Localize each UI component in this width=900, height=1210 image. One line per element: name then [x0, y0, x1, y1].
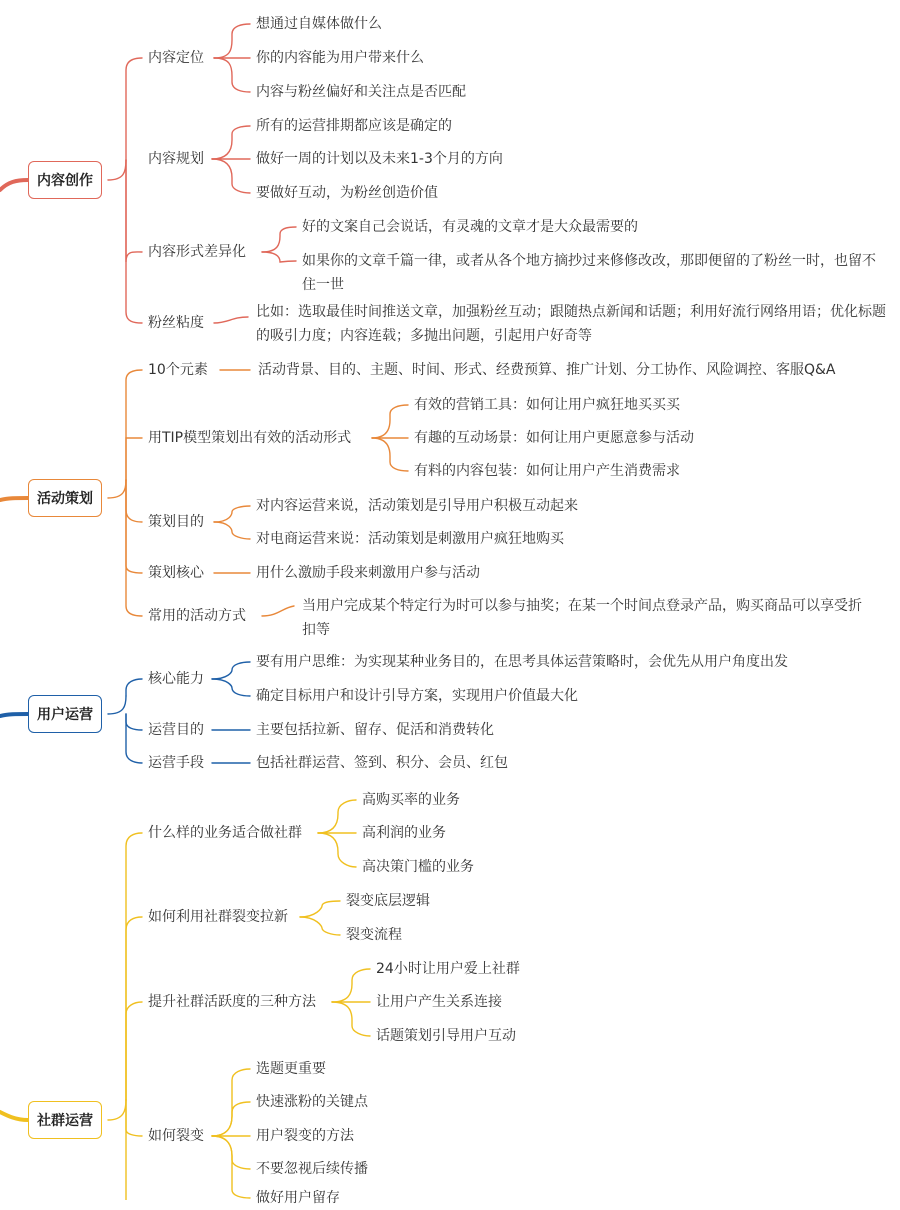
root-node-user-operation[interactable]: 用户运营 — [28, 695, 102, 733]
leaf-ability-1: 要有用户思维：为实现某种业务目的，在思考具体运营策略时，会优先从用户角度出发 — [256, 654, 788, 670]
leaf-howto-4: 不要忽视后续传播 — [256, 1161, 368, 1177]
node-community-activeness[interactable]: 提升社群活跃度的三种方法 — [148, 994, 316, 1010]
leaf-positioning-2: 你的内容能为用户带来什么 — [256, 50, 424, 66]
node-content-planning[interactable]: 内容规划 — [148, 151, 204, 167]
leaf-suitable-2: 高利润的业务 — [362, 825, 446, 841]
leaf-user-purpose-detail: 主要包括拉新、留存、促活和消费转化 — [256, 722, 494, 738]
leaf-activity-purpose-1: 对内容运营来说，活动策划是引导用户积极互动起来 — [256, 498, 578, 514]
leaf-activeness-1: 24小时让用户爱上社群 — [376, 961, 520, 977]
leaf-howto-2: 快速涨粉的关键点 — [256, 1094, 368, 1110]
node-activity-purpose[interactable]: 策划目的 — [148, 514, 204, 530]
root-node-community-operation[interactable]: 社群运营 — [28, 1101, 102, 1139]
node-activity-core[interactable]: 策划核心 — [148, 565, 204, 581]
leaf-fission-2: 裂变流程 — [346, 927, 402, 943]
leaf-howto-3: 用户裂变的方法 — [256, 1128, 354, 1144]
leaf-howto-5: 做好用户留存 — [256, 1190, 340, 1206]
leaf-planning-3: 要做好互动，为粉丝创造价值 — [256, 185, 438, 201]
leaf-planning-2: 做好一周的计划以及未来1-3个月的方向 — [256, 151, 503, 167]
leaf-tip-2: 有趣的互动场景：如何让用户更愿意参与活动 — [414, 430, 694, 446]
node-activity-elements[interactable]: 10个元素 — [148, 362, 208, 378]
node-user-purpose[interactable]: 运营目的 — [148, 722, 204, 738]
node-content-stickiness[interactable]: 粉丝粘度 — [148, 315, 204, 331]
node-community-suitable[interactable]: 什么样的业务适合做社群 — [148, 825, 302, 841]
node-content-positioning[interactable]: 内容定位 — [148, 50, 204, 66]
leaf-format-2: 如果你的文章千篇一律，或者从各个地方摘抄过来修修改改，那即便留的了粉丝一时，也留不住一世 — [302, 253, 876, 293]
leaf-activeness-2: 让用户产生关系连接 — [376, 994, 502, 1010]
node-activity-methods[interactable]: 常用的活动方式 — [148, 608, 246, 624]
leaf-user-means-detail: 包括社群运营、签到、积分、会员、红包 — [256, 755, 508, 771]
leaf-core-detail: 用什么激励手段来刺激用户参与活动 — [256, 565, 480, 581]
leaf-suitable-1: 高购买率的业务 — [362, 792, 460, 808]
node-user-ability[interactable]: 核心能力 — [148, 671, 204, 687]
leaf-suitable-3: 高决策门槛的业务 — [362, 859, 474, 875]
leaf-tip-1: 有效的营销工具：如何让用户疯狂地买买买 — [414, 397, 680, 413]
node-community-howto[interactable]: 如何裂变 — [148, 1128, 204, 1144]
root-node-activity-planning[interactable]: 活动策划 — [28, 479, 102, 517]
leaf-positioning-3: 内容与粉丝偏好和关注点是否匹配 — [256, 84, 466, 100]
leaf-planning-1: 所有的运营排期都应该是确定的 — [256, 118, 452, 134]
leaf-ability-2: 确定目标用户和设计引导方案，实现用户价值最大化 — [256, 688, 578, 704]
leaf-activity-purpose-2: 对电商运营来说：活动策划是刺激用户疯狂地购买 — [256, 531, 564, 547]
node-community-fission[interactable]: 如何利用社群裂变拉新 — [148, 909, 288, 925]
leaf-positioning-1: 想通过自媒体做什么 — [256, 16, 382, 32]
node-activity-tip-model[interactable]: 用TIP模型策划出有效的活动形式 — [148, 430, 352, 446]
leaf-fission-1: 裂变底层逻辑 — [346, 893, 430, 909]
leaf-tip-3: 有料的内容包装：如何让用户产生消费需求 — [414, 463, 680, 479]
leaf-elements-detail: 活动背景、目的、主题、时间、形式、经费预算、推广计划、分工协作、风险调控、客服Q&A — [258, 362, 836, 378]
node-user-means[interactable]: 运营手段 — [148, 755, 204, 771]
root-node-content-creation[interactable]: 内容创作 — [28, 161, 102, 199]
leaf-methods-detail: 当用户完成某个特定行为时可以参与抽奖；在某一个时间点登录产品，购买商品可以享受折扣等 — [302, 598, 862, 638]
leaf-howto-1: 选题更重要 — [256, 1061, 326, 1077]
leaf-stickiness-detail: 比如：选取最佳时间推送文章，加强粉丝互动；跟随热点新闻和话题；利用好流行网络用语；优化标题的吸引力度；内容连载；多抛出问题，引起用户好奇等 — [256, 304, 886, 344]
leaf-activeness-3: 话题策划引导用户互动 — [376, 1028, 516, 1044]
leaf-format-1: 好的文案自己会说话，有灵魂的文章才是大众最需要的 — [302, 219, 638, 235]
node-content-format[interactable]: 内容形式差异化 — [148, 244, 246, 260]
